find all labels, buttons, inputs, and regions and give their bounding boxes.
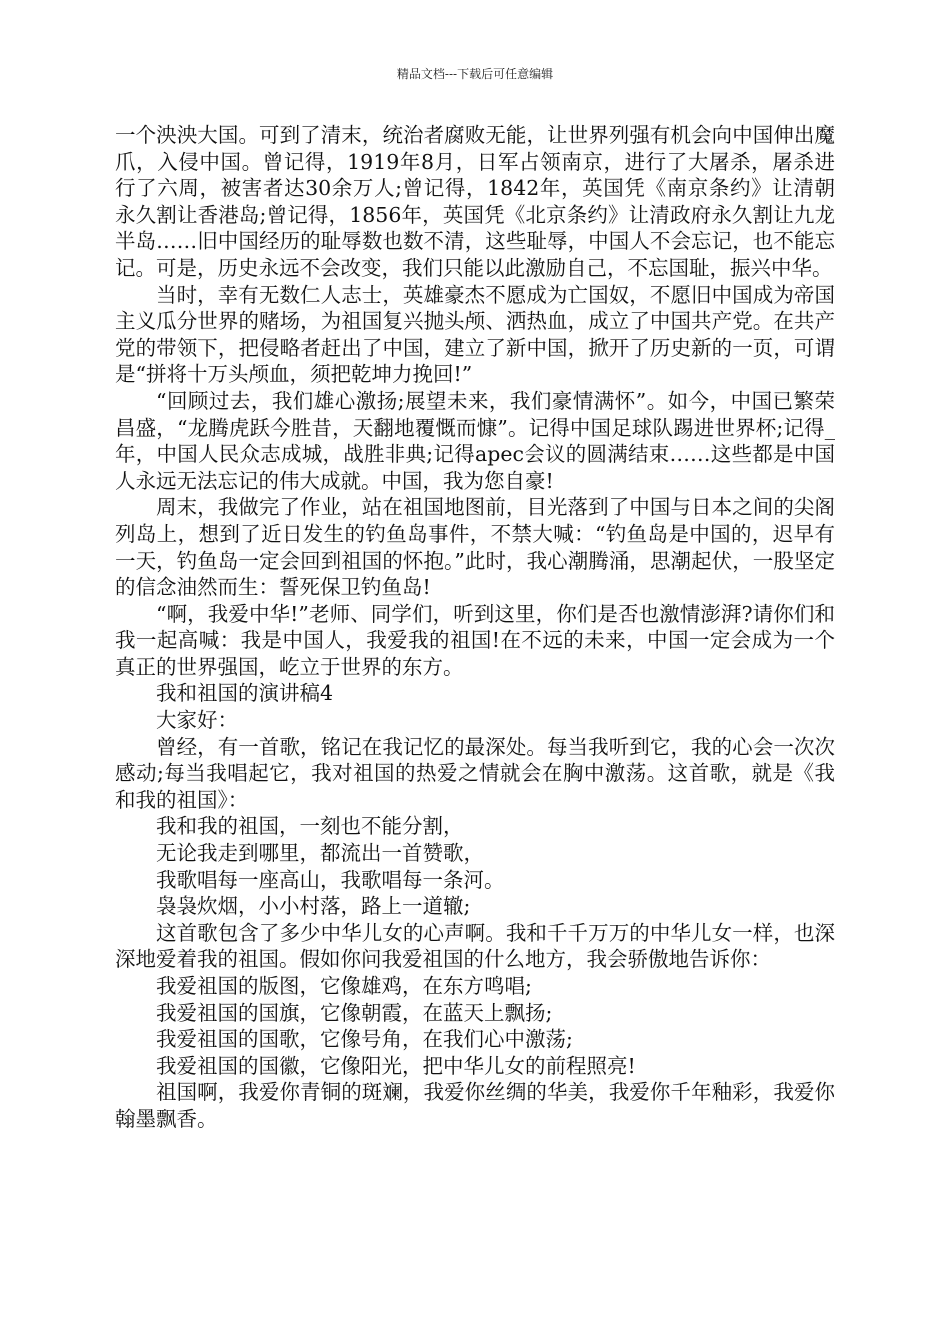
section-title: 我和祖国的演讲稿4	[156, 681, 334, 706]
document-body	[115, 122, 835, 1133]
lyric-line-4: 袅袅炊烟，小小村落，路上一道辙;	[156, 894, 471, 919]
lyric-line-2: 无论我走到哪里，都流出一首赞歌，	[156, 841, 484, 866]
paragraph-2: 当时，幸有无数仁人志士，英雄豪杰不愿成为亡国奴，不愿旧中国成为帝国主义瓜分世界的赌场，为祖国复兴抛头颅、洒热血，成立了中国共产党。在共产党的带领下，把侵略者赶出了中国，建立了新中国，掀开了历史新的一页，可谓是“拼将十万头颅血，须把乾坤力挽回!”	[115, 282, 835, 387]
paragraph-18: 祖国啊，我爱你青铜的斑斓，我爱你丝绸的华美，我爱你千年釉彩，我爱你翰墨飘香。	[115, 1080, 835, 1131]
paragraph-8: 曾经，有一首歌，铭记在我记忆的最深处。每当我听到它，我的心会一次次感动;每当我唱起它，我对祖国的热爱之情就会在胸中激荡。这首歌，就是《我和我的祖国》：	[115, 734, 835, 812]
paragraph-4: 周末，我做完了作业，站在祖国地图前，目光落到了中国与日本之间的尖阁列岛上，想到了近日发生的钓鱼岛事件，不禁大喊：“钓鱼岛是中国的，迟早有一天，钓鱼岛一定会回到祖国的怀抱。”此时，我心潮腾涌，思潮起伏，一股坚定的信念油然而生：誓死保卫钓鱼岛!	[115, 495, 835, 600]
page-header: 精品文档---下载后可任意编辑	[396, 67, 554, 81]
paragraph-1: 一个泱泱大国。可到了清末，统治者腐败无能，让世界列强有机会向中国伸出魔爪，入侵中国。曾记得，1919年8月，日军占领南京，进行了大屠杀，屠杀进行了六周，被害者达30余万人;曾记得，1842年，英国凭《南京条约》让清朝永久割让香港岛;曾记得，1856年，英国凭《北京条约》让清政府永久割让九龙半岛……旧中国经历的耻辱数也数不清，这些耻辱，中国人不会忘记，也不能忘记。可是，历史永远不会改变，我们只能以此激励自己，不忘国耻，振兴中华。	[115, 123, 835, 280]
paragraph-5: “啊，我爱中华!”老师、同学们，听到这里，你们是否也激情澎湃?请你们和我一起高喊：我是中国人，我爱我的祖国!在不远的未来，中国一定会成为一个真正的世界强国，屹立于世界的东方。	[115, 601, 835, 679]
greeting: 大家好：	[156, 708, 238, 733]
love-line-2: 我爱祖国的国旗，它像朝霞，在蓝天上飘扬;	[156, 1000, 553, 1025]
lyric-line-1: 我和我的祖国，一刻也不能分割，	[156, 814, 464, 839]
lyric-line-3: 我歌唱每一座高山，我歌唱每一条河。	[156, 867, 505, 892]
paragraph-3: “回顾过去，我们雄心激扬;展望未来，我们豪情满怀”。如今，中国已繁荣昌盛，“龙腾虎跃今胜昔，天翻地覆慨而慷”。记得中国足球队踢进世界杯;记得_年，中国人民众志成城，战胜非典;记得apec会议的圆满结束……这些都是中国人永远无法忘记的伟大成就。中国，我为您自豪!	[115, 388, 835, 493]
paragraph-13: 这首歌包含了多少中华儿女的心声啊。我和千千万万的中华儿女一样，也深深地爱着我的祖国。假如你问我爱祖国的什么地方，我会骄傲地告诉你：	[115, 920, 835, 972]
love-line-1: 我爱祖国的版图，它像雄鸡，在东方鸣唱;	[156, 974, 532, 998]
love-line-3: 我爱祖国的国歌，它像号角，在我们心中激荡;	[156, 1027, 573, 1052]
love-line-4: 我爱祖国的国徽，它像阳光，把中华儿女的前程照亮!	[156, 1053, 636, 1078]
